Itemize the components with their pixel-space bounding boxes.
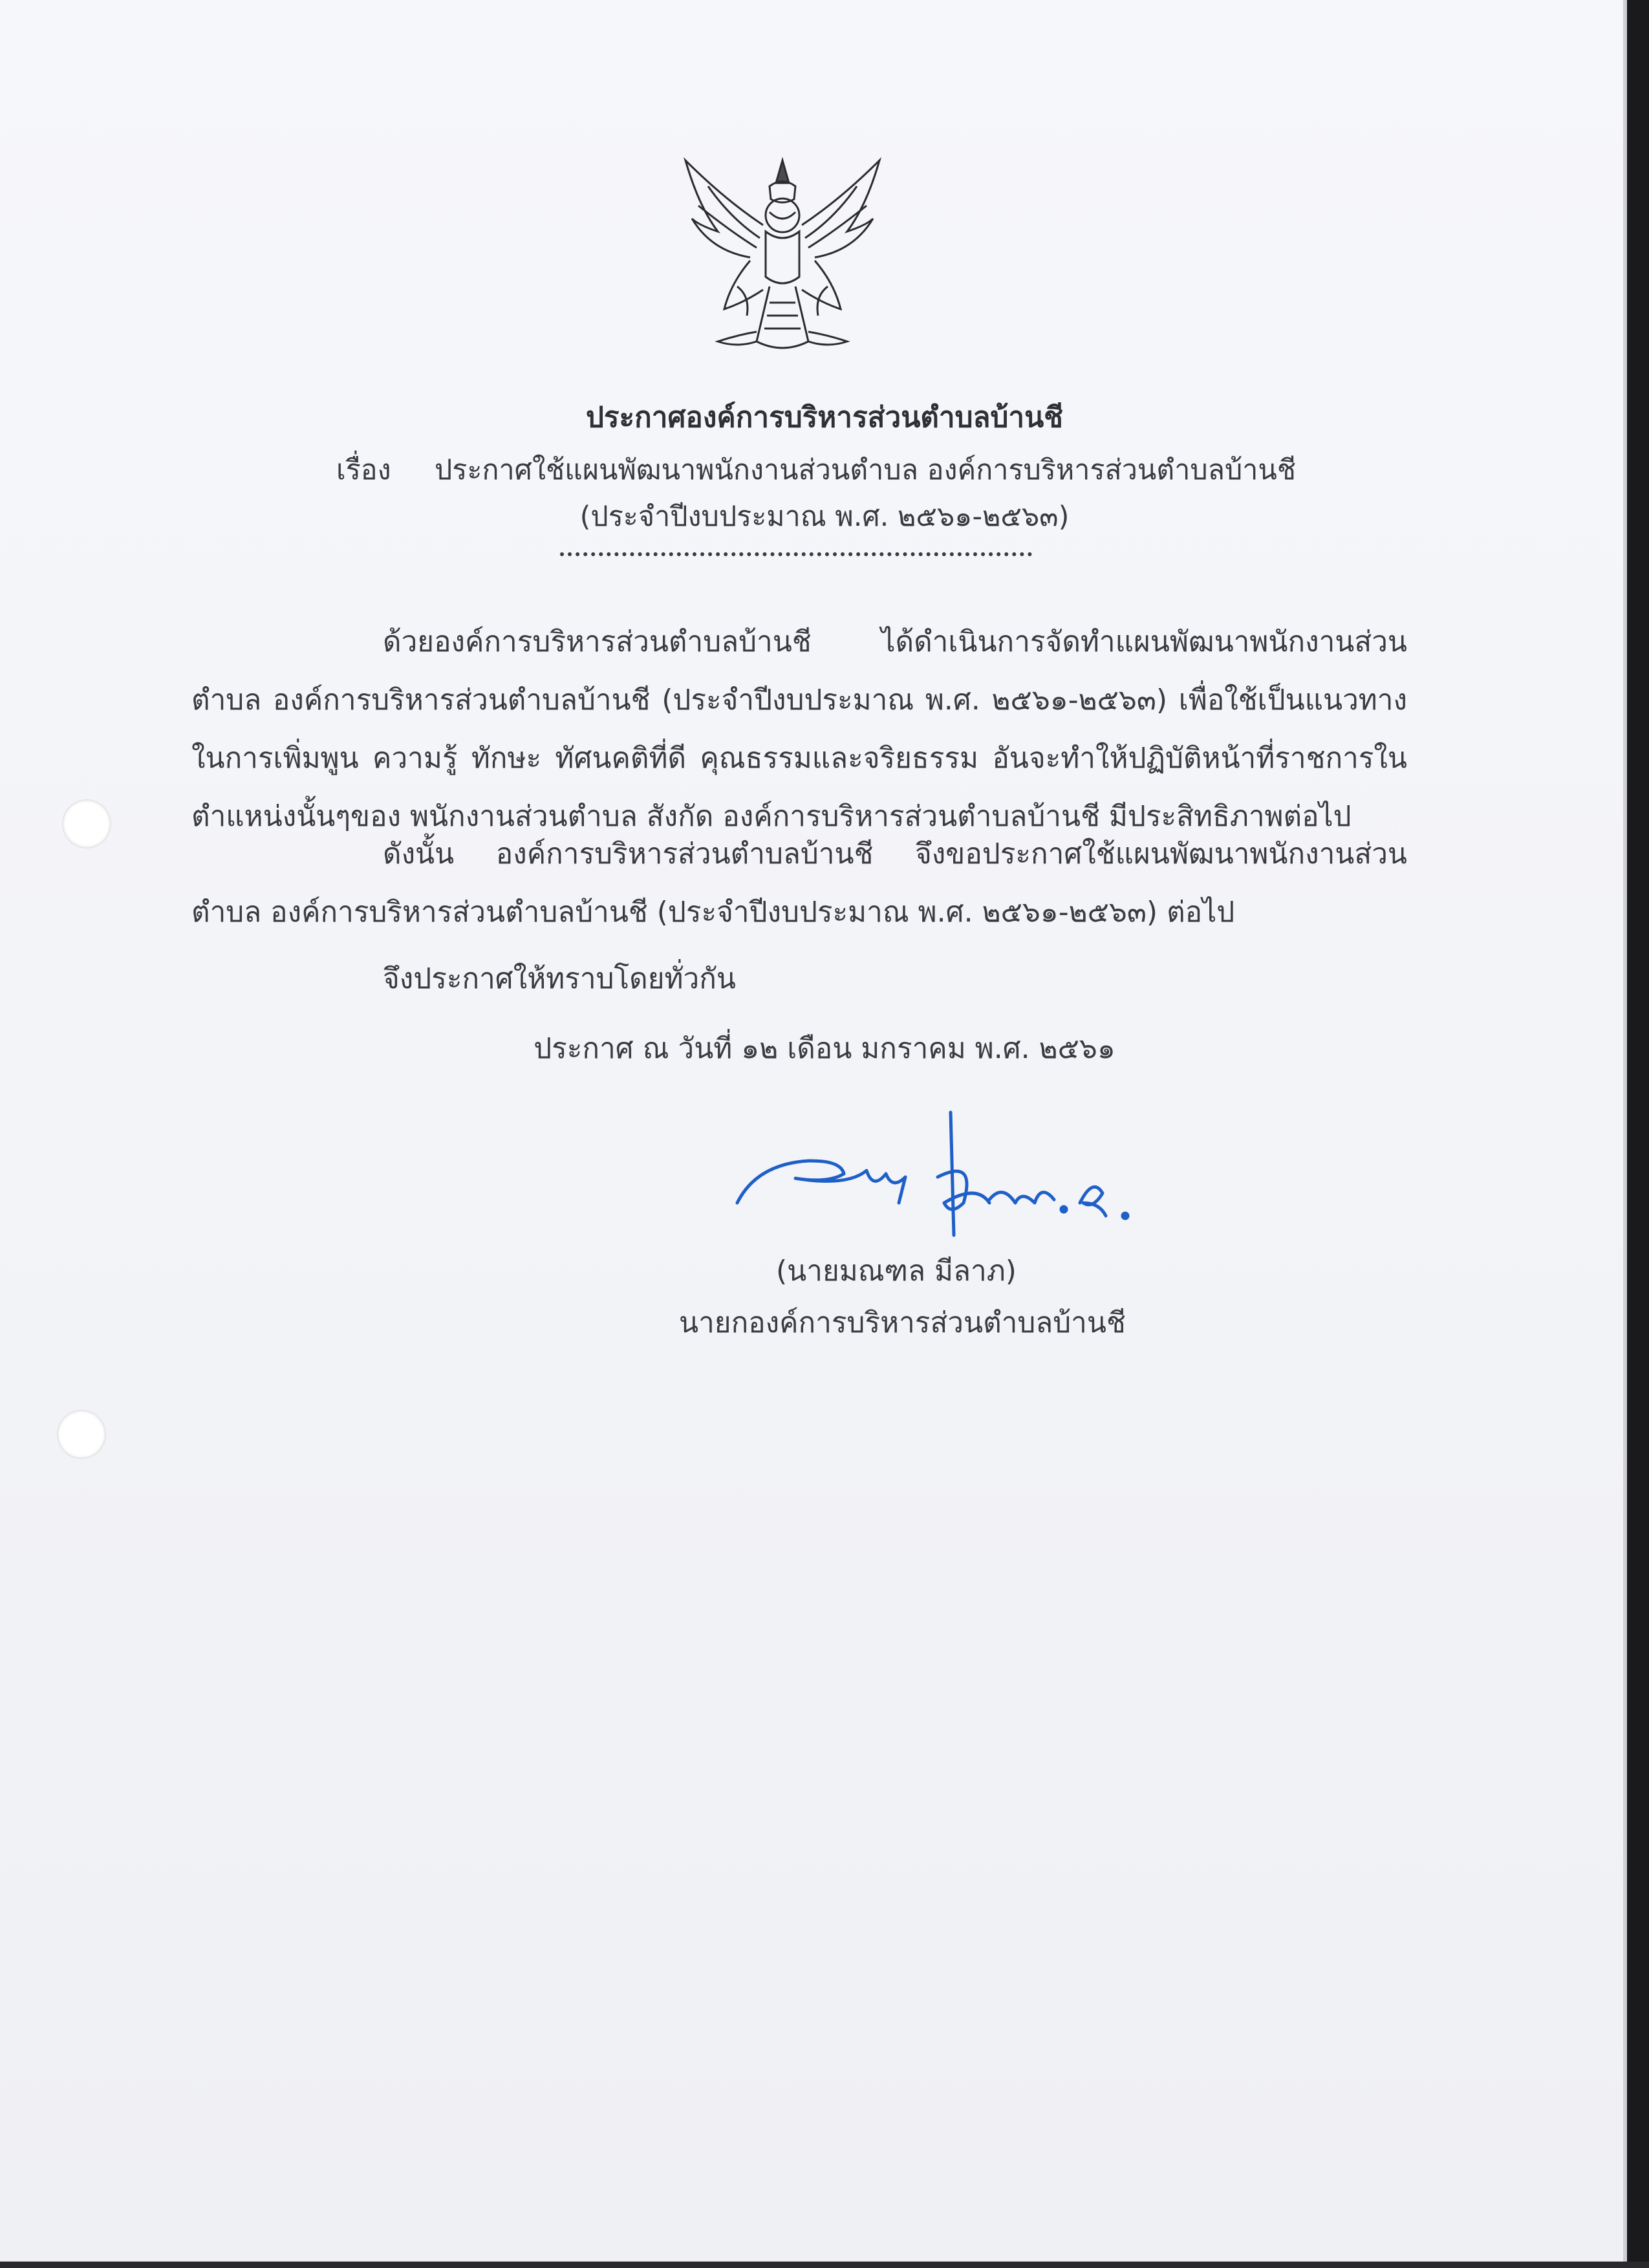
garuda-emblem-icon (673, 147, 892, 367)
subject-year: (ประจำปีงบประมาณ พ.ศ. ๒๕๖๑-๒๕๖๓) (579, 501, 1070, 533)
subject-text: ประกาศใช้แผนพัฒนาพนักงานส่วนตำบล องค์การบริหารส่วนตำบลบ้านชี (435, 454, 1297, 486)
closing-line: จึงประกาศให้ทราบโดยทั่วกัน (383, 962, 736, 995)
body-paragraph-1: ด้วยองค์การบริหารส่วนตำบลบ้านชี ได้ดำเนินการจัดทำแผนพัฒนาพนักงานส่วนตำบล องค์การบริหารส่วนตำบลบ้านชี (ประจำปีงบประมาณ พ.ศ. ๒๕๖๑-๒๕๖๓) เพื่อใช้เป็นแนวทางในการเพิ่มพูน ความรู้ ทักษะ ทัศนคติที่ดี คุณธรรมและจริยธรรม อันจะทำให้ปฏิบัติหน้าที่ราชการในตำแหน่งนั้นๆของ พนักงานส่วนตำบล สังกัด องค์การบริหารส่วนตำบลบ้านชี มีประสิทธิภาพต่อไป (191, 625, 1407, 833)
date-line: ประกาศ ณ วันที่ ๑๒ เดือน มกราคม พ.ศ. ๒๕๖๑ (534, 1032, 1116, 1065)
document-title: ประกาศองค์การบริหารส่วนตำบลบ้านชี (585, 401, 1064, 434)
signer-title: นายกองค์การบริหารส่วนตำบลบ้านชี (679, 1306, 1126, 1339)
scan-edge-bottom (0, 2262, 1649, 2268)
dotted-divider (560, 546, 1032, 556)
scan-edge-right (1627, 0, 1649, 2268)
punch-hole-top (62, 799, 111, 848)
handwritten-signature (731, 1106, 1145, 1255)
body-paragraph-2: ดังนั้น องค์การบริหารส่วนตำบลบ้านชี จึงขอประกาศใช้แผนพัฒนาพนักงานส่วนตำบล องค์การบริหารส่วนตำบลบ้านชี (ประจำปีงบประมาณ พ.ศ. ๒๕๖๑-๒๕๖๓) ต่อไป (191, 837, 1407, 929)
signer-name: (นายมณฑล มีลาภ) (776, 1255, 1017, 1288)
punch-hole-bottom (57, 1410, 106, 1459)
subject-label: เรื่อง (336, 454, 391, 486)
